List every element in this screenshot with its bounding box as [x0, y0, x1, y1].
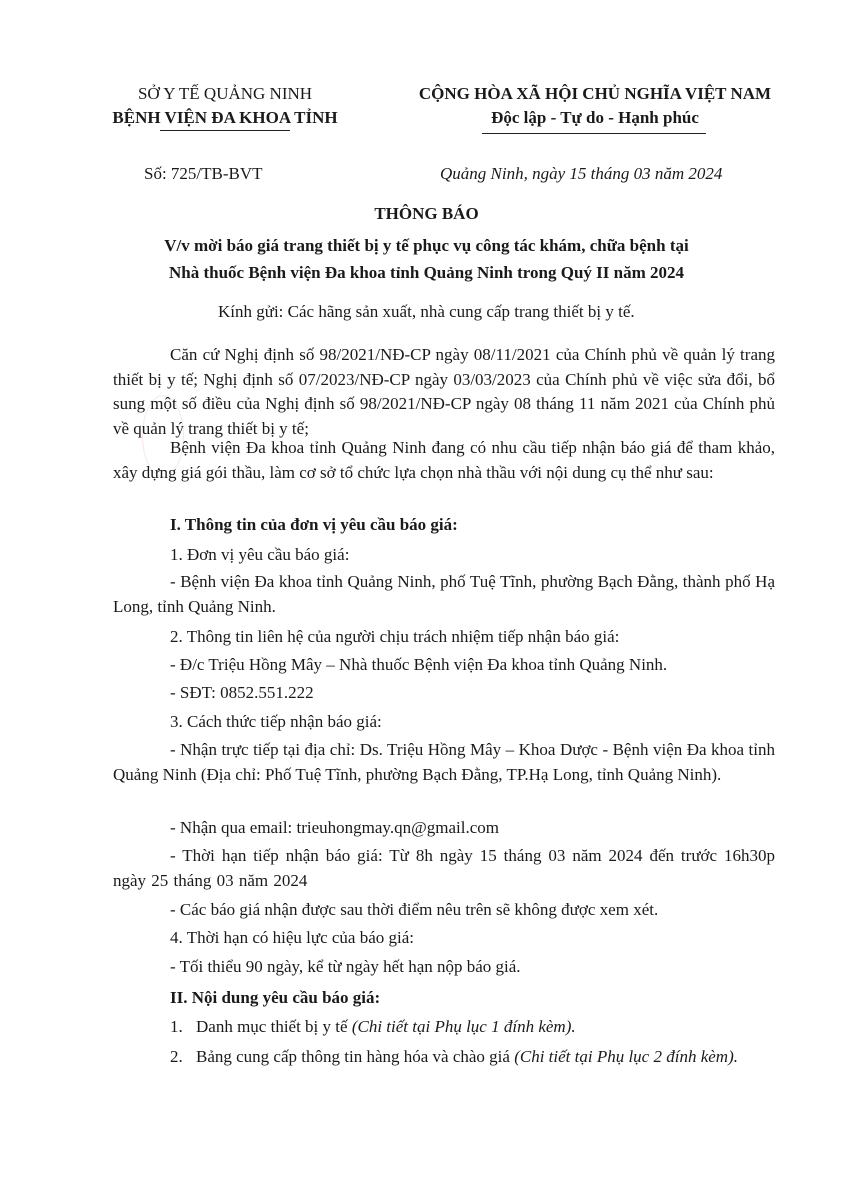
document-number: Số: 725/TB-BVT — [144, 164, 263, 183]
section-1-item-1: 1. Đơn vị yêu cầu báo giá: — [170, 545, 350, 564]
section-1-phone: - SĐT: 0852.551.222 — [170, 683, 314, 702]
section-1-late-note: - Các báo giá nhận được sau thời điểm nêu trên sẽ không được xem xét. — [170, 900, 659, 919]
section-2-item-2-number: 2. — [170, 1047, 183, 1066]
section-1-email: - Nhận qua email: trieuhongmay.qn@gmail.com — [170, 818, 499, 837]
intro-paragraph-2: Bệnh viện Đa khoa tỉnh Quảng Ninh đang có nhu cầu tiếp nhận báo giá để tham khảo, xây dựng giá gói thầu, làm cơ sở tổ chức lựa chọn nhà thầu với nội dung cụ thể như sau: — [113, 438, 775, 482]
section-1-item-1-text: - Bệnh viện Đa khoa tỉnh Quảng Ninh, phố Tuệ Tĩnh, phường Bạch Đằng, thành phố Hạ Long, tỉnh Quảng Ninh. — [113, 572, 775, 616]
header-hospital-text: BỆNH VIỆN ĐA KHOA TỈNH — [112, 108, 338, 127]
notice-subject-line1: V/v mời báo giá trang thiết bị y tế phục vụ công tác khám, chữa bệnh tại — [164, 236, 689, 255]
header-agency: SỞ Y TẾ QUẢNG NINH — [137, 84, 313, 103]
section-2-item-1-number: 1. — [170, 1017, 183, 1036]
section-1-item-4: 4. Thời hạn có hiệu lực của báo giá: — [170, 928, 415, 947]
header-left-underline — [160, 130, 290, 131]
section-1-item-3: 3. Cách thức tiếp nhận báo giá: — [170, 712, 382, 731]
header-right-underline — [482, 133, 706, 134]
greeting: Kính gửi: Các hãng sản xuất, nhà cung cấp trang thiết bị y tế. — [218, 302, 635, 321]
header-motto: Độc lập - Tự do - Hạnh phúc — [491, 108, 699, 127]
section-1-contact: - Đ/c Triệu Hồng Mây – Nhà thuốc Bệnh viện Đa khoa tỉnh Quảng Ninh. — [170, 655, 668, 674]
place-date: Quảng Ninh, ngày 15 tháng 03 năm 2024 — [440, 164, 723, 183]
section-1-deadline: - Thời hạn tiếp nhận báo giá: Từ 8h ngày 15 tháng 03 năm 2024 đến trước 16h30p ngày 25 tháng 03 năm 2024 — [113, 846, 775, 890]
notice-subject-line2: Nhà thuốc Bệnh viện Đa khoa tỉnh Quảng Ninh trong Quý II năm 2024 — [168, 263, 684, 282]
section-2-item-1-text: Danh mục thiết bị y tế — [196, 1017, 348, 1036]
header-hospital — [85, 108, 365, 128]
section-2-item-2 — [196, 1045, 774, 1069]
section-2-item-1 — [196, 1015, 576, 1039]
section-1-item-2: 2. Thông tin liên hệ của người chịu trách nhiệm tiếp nhận báo giá: — [170, 627, 620, 646]
header-nation: CỘNG HÒA XÃ HỘI CHỦ NGHĨA VIỆT NAM — [418, 84, 772, 103]
section-2-item-1-note: (Chi tiết tại Phụ lục 1 đính kèm). — [351, 1017, 576, 1036]
section-1-heading: I. Thông tin của đơn vị yêu cầu báo giá: — [170, 515, 458, 534]
section-2-item-2-text: Bảng cung cấp thông tin hàng hóa và chào giá — [196, 1047, 510, 1066]
section-1-direct-receipt: - Nhận trực tiếp tại địa chỉ: Ds. Triệu Hồng Mây – Khoa Dược - Bệnh viện Đa khoa tỉnh Quảng Ninh (Địa chỉ: Phố Tuệ Tĩnh, phường Bạch Đằng, TP.Hạ Long, tỉnh Quảng Ninh). — [113, 740, 775, 784]
section-2-item-2-note: (Chi tiết tại Phụ lục 2 đính kèm). — [514, 1047, 738, 1066]
section-2-heading: II. Nội dung yêu cầu báo giá: — [170, 988, 381, 1007]
notice-title: THÔNG BÁO — [374, 204, 479, 223]
section-1-validity: - Tối thiểu 90 ngày, kể từ ngày hết hạn nộp báo giá. — [170, 957, 521, 976]
intro-paragraph-1: Căn cứ Nghị định số 98/2021/NĐ-CP ngày 08/11/2021 của Chính phủ về quản lý trang thiết bị y tế; Nghị định số 07/2023/NĐ-CP ngày 03/03/2023 của Chính phủ về việc sửa đổi, bổ sung một số điều của Nghị định số 98/2021/NĐ-CP ngày 08 tháng 11 năm 2021 của Chính phủ về quản lý trang thiết bị y tế; — [113, 345, 775, 438]
